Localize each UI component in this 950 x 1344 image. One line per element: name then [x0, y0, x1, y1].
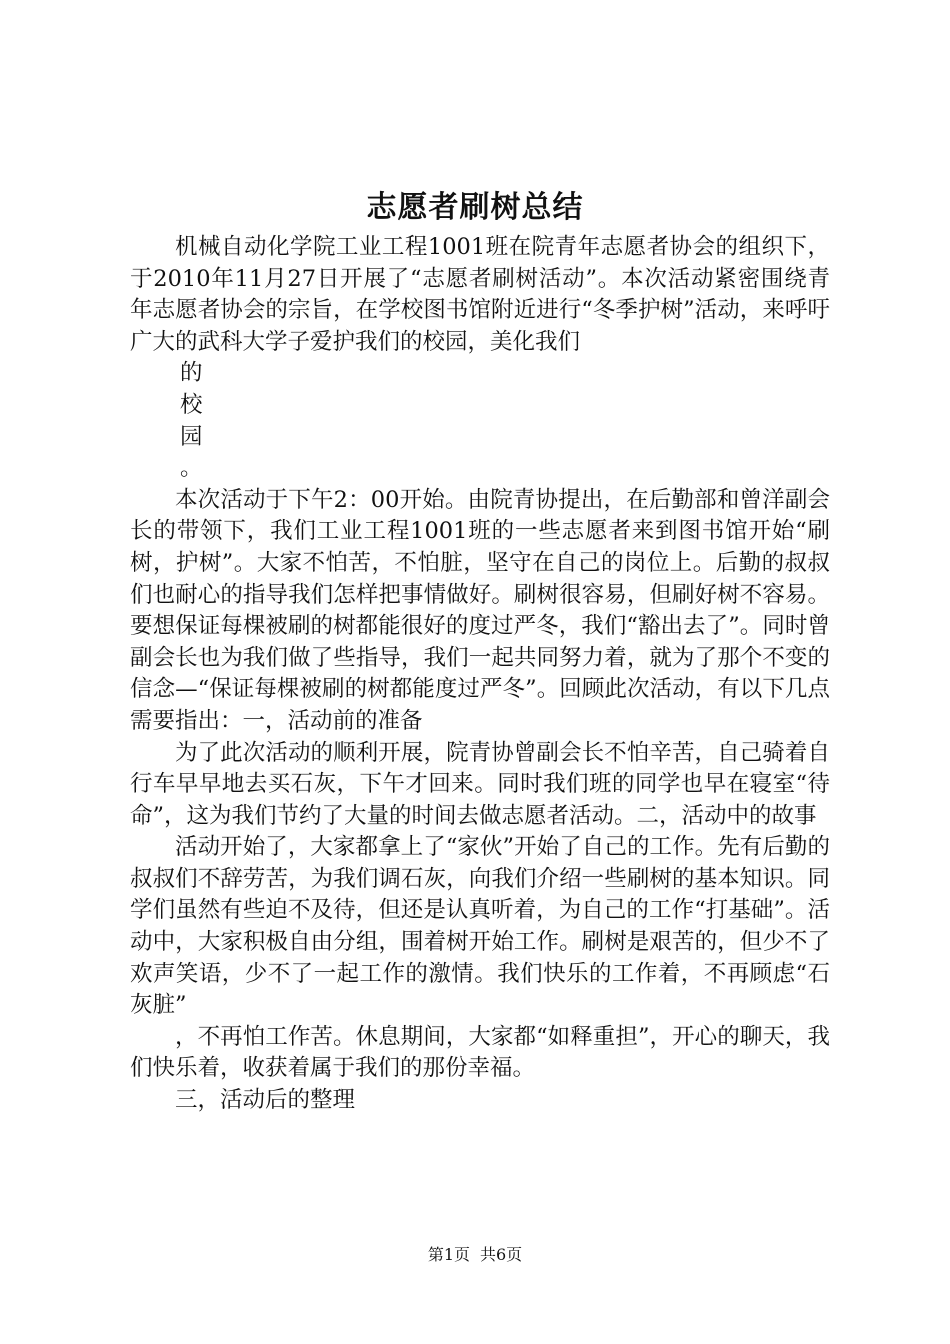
vertical-char: 校: [180, 391, 203, 418]
paragraph-activity-start: 本次活动于下午2：00开始。由院青协提出，在后勤部和曾洋副会长的带领下，我们工业工程1001班的一些志愿者来到图书馆开始“刷树，护树”。大家不怕苦，不怕脏，坚守在自己的岗位上。后勤的叔叔们也耐心的指导我们怎样把事情做好。刷树很容易，但刷好树不容易。要想保证每棵被刷的树都能很好的度过严冬，我们“豁出去了”。同时曾副会长也为我们做了些指导，我们一起共同努力着，就为了那个不变的信念—“保证每棵被刷的树都能度过严冬”。回顾此次活动，有以下几点需要指出：一，活动前的准备: [130, 486, 830, 734]
page-number: 第1页: [427, 1245, 470, 1264]
paragraph-section-three: 三，活动后的整理: [175, 1087, 356, 1114]
vertical-char: 园: [180, 423, 203, 450]
document-body: [130, 232, 830, 1117]
vertical-char: 的: [180, 360, 203, 387]
page-footer: [0, 1244, 950, 1266]
paragraph-preparation: 为了此次活动的顺利开展，院青协曾副会长不怕辛苦，自己骑着自行车早早地去买石灰，下午才回来。同时我们班的同学也早在寝室“待命”，这为我们节约了大量的时间去做志愿者活动。二，活动中的故事: [130, 739, 830, 829]
paragraph-story: 活动开始了，大家都拿上了“家伙”开始了自己的工作。先有后勤的叔叔们不辞劳苦，为我们调石灰，向我们介绍一些刷树的基本知识。同学们虽然有些迫不及待，但还是认真听着，为自己的工作“打基础”。活动中，大家积极自由分组，围着树开始工作。刷树是艰苦的，但少不了欢声笑语，少不了一起工作的激情。我们快乐的工作着，不再顾虑“石灰脏”: [130, 834, 830, 1019]
vertical-char: 。: [180, 455, 203, 482]
page-total: 共6页: [480, 1245, 523, 1264]
paragraph-rest: ，不再怕工作苦。休息期间，大家都“如释重担”，开心的聊天，我们快乐着，收获着属于我们的那份幸福。: [130, 1023, 830, 1082]
vertical-text-fragment: [130, 358, 830, 484]
document-title: 志愿者刷树总结: [366, 190, 584, 225]
paragraph-intro: 机械自动化学院工业工程1001班在院青年志愿者协会的组织下，于2010年11月27日开展了“志愿者刷树活动”。本次活动紧密围绕青年志愿者协会的宗旨，在学校图书馆附近进行“冬季护树”活动，来呼吁广大的武科大学子爱护我们的校园，美化我们: [130, 234, 830, 355]
